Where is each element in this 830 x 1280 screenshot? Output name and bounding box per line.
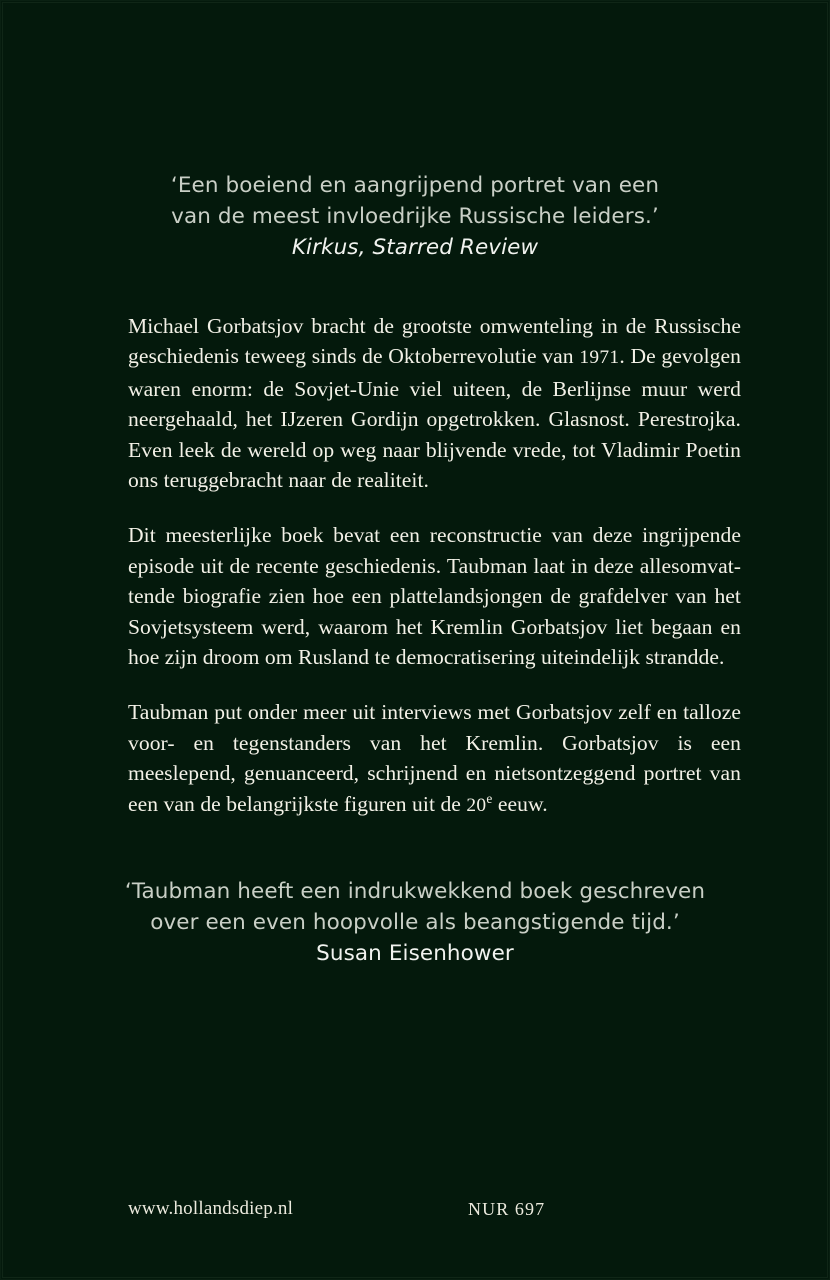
nur-code: NUR 697 (468, 1199, 546, 1219)
body-paragraph-3-text-b: eeuw. (492, 791, 548, 816)
body-paragraph-3-ordinal-suffix: e (486, 790, 493, 806)
top-blurb-quote-line-1: ‘Een boeiend en aangrijpend portret van een (170, 173, 660, 198)
body-copy (128, 311, 741, 821)
body-paragraph-1-text-a: Michael Gorbatsjov bracht de grootste omwenteling in de Russische geschiedenis teweeg sinds de Oktoberrevolutie van (128, 314, 741, 369)
bottom-blurb-quote-line-1: ‘Taubman heeft een indrukwekkend boek geschreven (124, 879, 706, 904)
body-paragraph-2: Dit meesterlijke boek bevat een reconstructie van deze ingrijpende episode uit de recente geschiedenis. Taubman laat in deze allesomvattende biografie zien hoe een plattelandsjongen de grafdelver van het Sovjetsysteem werd, waarom het Kremlin Gorbatsjov liet begaan en hoe zijn droom om Rusland te democratisering uiteindelijk strandde. (128, 523, 741, 670)
body-paragraph-1-year: 1971 (579, 347, 620, 369)
cover-footer (0, 1198, 830, 1228)
publisher-website-link[interactable]: www.hollandsdiep.nl (128, 1198, 294, 1219)
top-blurb-quote-line-2: van de meest invloedrijke Russische leiders.’ (171, 203, 659, 229)
body-paragraph-3-ordinal-number: 20 (466, 794, 487, 816)
body-paragraph-3 (128, 697, 741, 821)
bottom-blurb (0, 877, 830, 970)
bottom-blurb-source: Susan Eisenhower (316, 941, 514, 966)
top-blurb-source: Kirkus, Starred Review (291, 235, 539, 260)
top-blurb (0, 171, 830, 264)
body-paragraph-3-text-a: Taubman put onder meer uit interviews met Gorbatsjov zelf en talloze voor- en tegenstanders van het Kremlin. Gorbatsjov is een meeslepend, genuanceerd, schrijnend en nietsontzeggend portret van een van de belangrijkste figuren uit de (128, 700, 741, 816)
body-paragraph-1 (128, 311, 741, 495)
body-paragraph-1-text-b: . De gevolgen waren enorm: de Sovjet-Unie viel uiteen, de Berlijnse muur werd neergehaald, het IJzeren Gordijn opgetrokken. Glasnost. Perestrojka. Even leek de wereld op weg naar blijvende vrede, tot Vladimir Poetin ons teruggebracht naar de realiteit. (128, 344, 741, 493)
bottom-blurb-quote-line-2: over een even hoopvolle als beangstigende tijd.’ (150, 909, 680, 935)
